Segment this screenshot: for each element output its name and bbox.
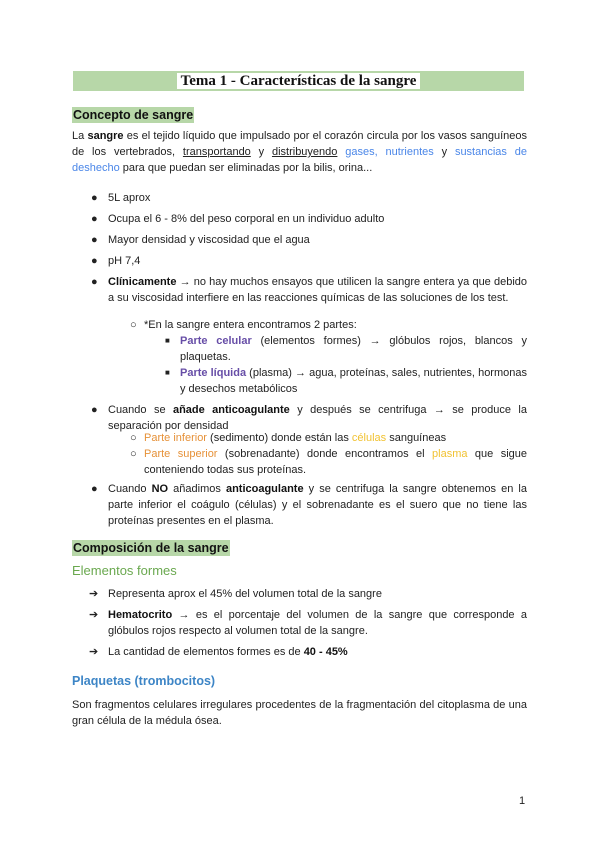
sub-sub-list-item: Parte líquida (plasma) → agua, proteínas, sales, nutrientes, hormonas y desechos metabólicos	[180, 367, 527, 395]
square-bullet-icon: ■	[165, 336, 170, 345]
list-item: Cuando NO añadimos anticoagulante y se centrifuga la sangre obtenemos en la parte inferior el coágulo (células) y el sobrenadante es el suero que no tiene las proteínas presentes en el plasma.	[108, 483, 527, 527]
plaquetas-paragraph: Son fragmentos celulares irregulares procedentes de la fragmentación del citoplasma de una gran célula de la médula ósea.	[72, 699, 527, 727]
page-title: Tema 1 - Características de la sangre	[73, 71, 524, 91]
section-heading-composicion: Composición de la sangre	[73, 541, 229, 555]
sub-sub-list-item: Parte celular (elementos formes) → glóbulos rojos, blancos y plaquetas.	[180, 335, 527, 363]
circle-bullet-icon: ○	[130, 448, 137, 460]
section-heading-concepto: Concepto de sangre	[73, 108, 194, 122]
bullet-icon: ●	[91, 255, 98, 267]
list-item: La cantidad de elementos formes es de 40 - 45%	[108, 646, 348, 658]
bullet-icon: ●	[91, 213, 98, 225]
bullet-icon: ●	[91, 483, 98, 495]
list-item: Cuando se añade anticoagulante y después se centrifuga → se produce la separación por densidad	[108, 404, 527, 432]
bullet-icon: ●	[91, 234, 98, 246]
list-item: Mayor densidad y viscosidad que el agua	[108, 234, 310, 246]
arrow-icon: ➔	[89, 646, 99, 658]
subheading-plaquetas: Plaquetas (trombocitos)	[72, 674, 216, 688]
square-bullet-icon: ■	[165, 368, 170, 377]
page-number: 1	[519, 795, 526, 807]
sub-list-item: Parte inferior (sedimento) donde están las células sanguíneas	[144, 432, 447, 444]
sub-list-item: *En la sangre entera encontramos 2 partes:	[144, 319, 357, 331]
list-item: Hematocrito → es el porcentaje del volumen de la sangre que corresponde a glóbulos rojos respecto al volumen total de la sangre.	[108, 609, 527, 637]
subheading-elementos-formes: Elementos formes	[72, 563, 177, 578]
intro-paragraph: La sangre es el tejido líquido que impulsado por el corazón circula por los vasos sanguíneos de los vertebrados, transportando y distribuyendo gases, nutrientes y sustancias de deshecho para que puedan ser eliminadas por la bilis, orina...	[72, 130, 528, 174]
list-item: 5L aprox	[108, 192, 151, 204]
arrow-icon: ➔	[89, 588, 99, 600]
arrow-icon: ➔	[89, 609, 99, 621]
bullet-icon: ●	[91, 404, 98, 416]
list-item: Ocupa el 6 - 8% del peso corporal en un individuo adulto	[108, 213, 385, 225]
title-highlight	[73, 71, 524, 91]
circle-bullet-icon: ○	[130, 432, 137, 444]
sub-list-item: Parte superior (sobrenadante) donde encontramos el plasma que sigue conteniendo todas sus proteínas.	[144, 448, 528, 476]
list-item: Clínicamente → no hay muchos ensayos que utilicen la sangre entera ya que debido a su viscosidad interfiere en las reacciones químicas de las soluciones de los test.	[108, 276, 527, 304]
list-item: Representa aprox el 45% del volumen total de la sangre	[108, 588, 382, 600]
bullet-icon: ●	[91, 276, 98, 288]
list-item: pH 7,4	[108, 255, 141, 267]
circle-bullet-icon: ○	[130, 319, 137, 331]
bullet-icon: ●	[91, 192, 98, 204]
